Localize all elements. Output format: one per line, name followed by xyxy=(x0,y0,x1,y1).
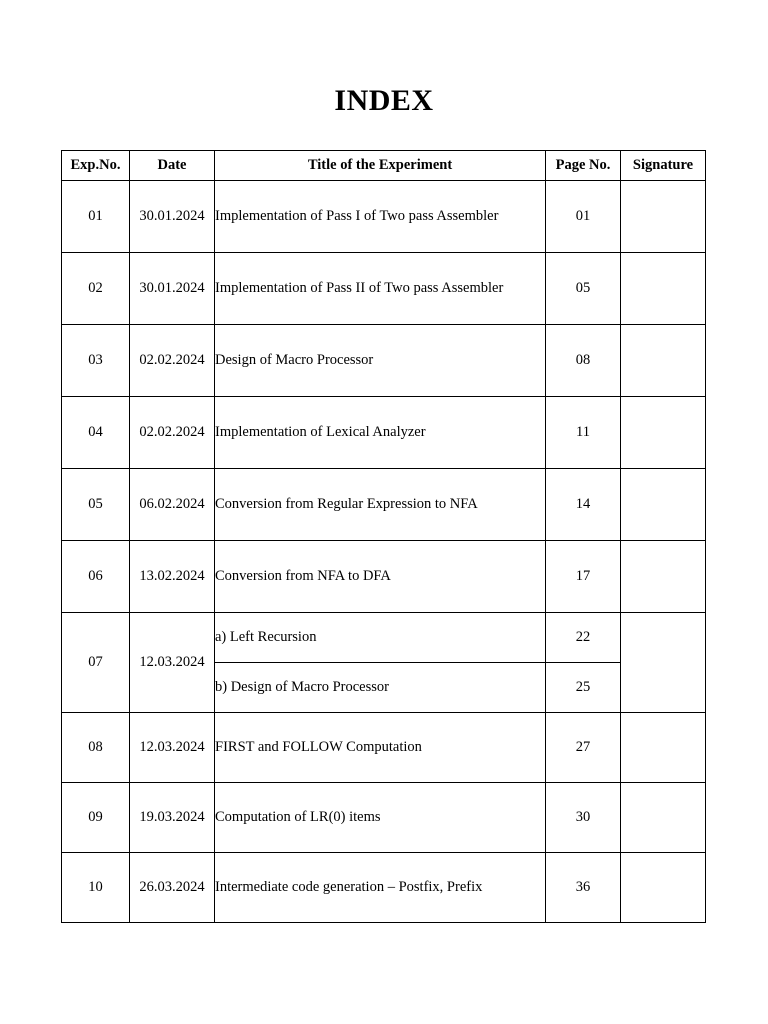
page-cell: 01 xyxy=(546,181,621,253)
page-cell: 22 xyxy=(546,613,621,663)
page-cell: 11 xyxy=(546,397,621,469)
signature-cell xyxy=(621,783,706,853)
title-cell: Implementation of Lexical Analyzer xyxy=(215,397,546,469)
title-cell: a) Left Recursion xyxy=(215,613,546,663)
title-cell: Computation of LR(0) items xyxy=(215,783,546,853)
page-cell: 25 xyxy=(546,663,621,713)
exp-no-cell: 02 xyxy=(62,253,130,325)
header-signature: Signature xyxy=(621,151,706,181)
title-cell: Conversion from Regular Expression to NFA xyxy=(215,469,546,541)
title-cell: FIRST and FOLLOW Computation xyxy=(215,713,546,783)
date-cell: 12.03.2024 xyxy=(130,613,215,713)
signature-cell xyxy=(621,397,706,469)
table-row xyxy=(62,541,706,613)
date-cell: 02.02.2024 xyxy=(130,325,215,397)
page-cell: 30 xyxy=(546,783,621,853)
signature-cell xyxy=(621,253,706,325)
table-row xyxy=(62,253,706,325)
table-row xyxy=(62,613,706,663)
table-row xyxy=(62,469,706,541)
table-row xyxy=(62,783,706,853)
signature-cell xyxy=(621,469,706,541)
table-header-row xyxy=(62,151,706,181)
date-cell: 02.02.2024 xyxy=(130,397,215,469)
date-cell: 19.03.2024 xyxy=(130,783,215,853)
signature-cell xyxy=(621,541,706,613)
table-row xyxy=(62,713,706,783)
table-row xyxy=(62,853,706,923)
date-cell: 06.02.2024 xyxy=(130,469,215,541)
exp-no-cell: 10 xyxy=(62,853,130,923)
index-table xyxy=(61,150,706,923)
page-cell: 27 xyxy=(546,713,621,783)
page-cell: 14 xyxy=(546,469,621,541)
signature-cell xyxy=(621,613,706,713)
date-cell: 13.02.2024 xyxy=(130,541,215,613)
page-cell: 05 xyxy=(546,253,621,325)
exp-no-cell: 06 xyxy=(62,541,130,613)
header-exp-no: Exp.No. xyxy=(62,151,130,181)
table-row xyxy=(62,397,706,469)
title-cell: Design of Macro Processor xyxy=(215,325,546,397)
title-cell: Intermediate code generation – Postfix, Prefix xyxy=(215,853,546,923)
page-title: INDEX xyxy=(334,84,434,117)
exp-no-cell: 05 xyxy=(62,469,130,541)
date-cell: 26.03.2024 xyxy=(130,853,215,923)
title-cell: Implementation of Pass I of Two pass Assembler xyxy=(215,181,546,253)
header-title: Title of the Experiment xyxy=(215,151,546,181)
signature-cell xyxy=(621,853,706,923)
exp-no-cell: 03 xyxy=(62,325,130,397)
header-date: Date xyxy=(130,151,215,181)
exp-no-cell: 09 xyxy=(62,783,130,853)
exp-no-cell: 07 xyxy=(62,613,130,713)
title-cell: Conversion from NFA to DFA xyxy=(215,541,546,613)
title-cell: b) Design of Macro Processor xyxy=(215,663,546,713)
exp-no-cell: 08 xyxy=(62,713,130,783)
title-cell: Implementation of Pass II of Two pass Assembler xyxy=(215,253,546,325)
signature-cell xyxy=(621,181,706,253)
table-row xyxy=(62,325,706,397)
page-cell: 17 xyxy=(546,541,621,613)
date-cell: 30.01.2024 xyxy=(130,253,215,325)
date-cell: 30.01.2024 xyxy=(130,181,215,253)
page-cell: 08 xyxy=(546,325,621,397)
table-row xyxy=(62,181,706,253)
date-cell: 12.03.2024 xyxy=(130,713,215,783)
signature-cell xyxy=(621,713,706,783)
header-page-no: Page No. xyxy=(546,151,621,181)
exp-no-cell: 01 xyxy=(62,181,130,253)
page-cell: 36 xyxy=(546,853,621,923)
signature-cell xyxy=(621,325,706,397)
exp-no-cell: 04 xyxy=(62,397,130,469)
